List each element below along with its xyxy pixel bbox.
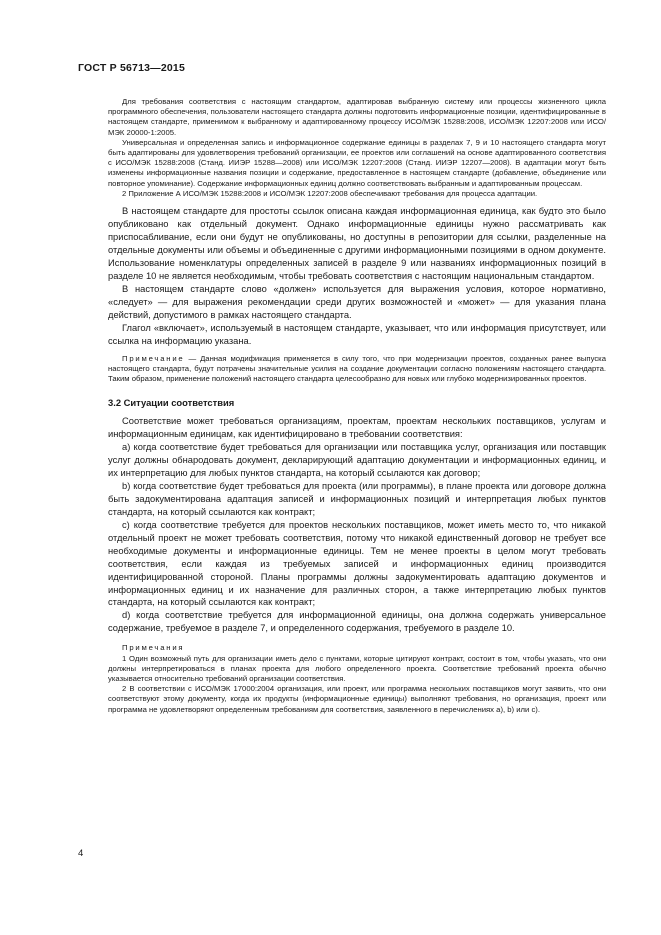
list-item: b) когда соответствие будет требоваться для проекта (или программы), в плане проекта или договоре должна быть задокументирована адаптация записей и информационных позиций и интерпретация любых пунктов стандарта, на который ссылаются как контракт;: [108, 480, 606, 517]
top-note-paragraph: Универсальная и определенная запись и информационное содержание единицы в разделах 7, 9 и 10 настоящего стандарта могут быть адаптированы для удовлетворения требований организации, ее проектов или соглашений на основе адаптированного соответствия с ИСО/МЭК 15288:2008 (Станд. ИИЭР 15288—2008) или ИСО/МЭК 12207:2008 (Станд. ИИЭР 12207—2008). В адаптации могут быть изменены информационные названия позиции и содержание, предоставленное в настоящем стандарте (добавление, объединение или повторное упоминание). Содержание информационных единиц должно соответствовать выбранным и адаптированным процессам.: [108, 137, 606, 188]
document-header: ГОСТ Р 56713—2015: [78, 62, 186, 74]
list-item: c) когда соответствие требуется для проектов нескольких поставщиков, может иметь место то, что никакой отдельный проект не может требовать соответствия, потому что никакой единственный договор не требует все необходимые документы и информационные единицы. Тем не менее проекты в целом могут требовать соответствия, если каждая из требуемых записей и информационных единиц производится идентифицированной стороной. Планы программы должны задокументировать адаптацию документов и информационных единиц и их назначение для различных сторон, а также интерпретацию любых пунктов стандарта, на который ссылаются как контракт;: [108, 519, 606, 608]
list-item: a) когда соответствие будет требоваться для организации или поставщика услуг, организация или поставщик услуг должны обнародовать документ, декларирующий адаптацию документации и информационных единиц, и их интерпретацию для любых пунктов стандарта, на который ссылаются как договор;: [108, 442, 606, 478]
section-title: 3.2 Ситуации соответствия: [108, 397, 235, 409]
note: [108, 354, 606, 385]
note-item: 2 В соответствии с ИСО/МЭК 17000:2004 организация, или проект, или программа нескольких поставщиков могут заявить, что они соответствуют этому документу, когда их продукты (информационные единицы) выполняют требования, но организация, проект или программа не удовлетворяют определенным требованиям для соответствия, заявленного в перечислениях а), b) или с).: [108, 684, 606, 714]
notes-label: Примечания: [122, 643, 185, 653]
body-paragraph: В настоящем стандарте слово «должен» используется для выражения условия, которое нормативно, «следует» — для выражения рекомендации среди других возможностей и «может» — для указания плана действий, допустимого в рамках настоящего стандарта.: [108, 283, 606, 320]
body-paragraph: Соответствие может требоваться организациям, проектам, проектам нескольких поставщиков, услугам и информационным единицам, как идентифицировано в требовании соответствия:: [108, 416, 606, 440]
top-note-paragraph: 2 Приложение А ИСО/МЭК 15288:2008 и ИСО/МЭК 12207:2008 обеспечивают требования для процесса адаптации.: [122, 188, 538, 198]
top-notes: [108, 97, 606, 199]
notes-block: [108, 643, 606, 714]
page-content: [108, 97, 606, 715]
note-text: — Данная модификация применяется в силу того, что при модернизации проектов, созданных ранее выпуска настоящего стандарта, будут потрачены значительные усилия на создание документации согласно положениям настоящего стандарта. Таким образом, применение положений настоящего стандарта целесообразно для новых или глубоко модернизированных проектов.: [108, 353, 606, 383]
note-label: Примечание: [122, 353, 185, 363]
body-paragraph: Глагол «включает», используемый в настоящем стандарте, указывает, что или информация присутствует, или ссылка на информацию указана.: [108, 322, 606, 346]
top-note-paragraph: Для требования соответствия с настоящим стандартом, адаптировав выбранную систему или процессы жизненного цикла программного обеспечения, пользователи настоящего стандарта должны подготовить информационные позиции, идентифицированные в настоящем стандарте, применимом к выбранному и адаптированному процессу ИСО/МЭК 15288:2008, ИСО/МЭК 12207:2008 или ИСО/МЭК 20000-1:2005.: [108, 97, 606, 137]
note-item: 1 Один возможный путь для организации иметь дело с пунктами, которые цитируют контракт, состоит в том, чтобы указать, что они должны интерпретироваться в планах проекта для любого определенного проекта. Соответствие требований проекта обычно указывается относительно требований организации соответствия.: [108, 653, 606, 683]
body-paragraph: В настоящем стандарте для простоты ссылок описана каждая информационная единица, как будто это было опубликовано как отдельный документ. Однако информационные единицы нужно рассматривать как приспосабливание, если они будут не опубликованы, но доступны в репозитории для ссылки, разделенные на отдельные документы или объемы и объединенные с другими информационными позициями в одном документе. Использование номенклатуры определенных записей в разделе 9 или названиях информационных позиций в разделе 10 не является необходимым, чтобы требовать соответствия с настоящим национальным стандартом.: [108, 206, 606, 281]
page-number: 4: [78, 848, 84, 859]
list-item: d) когда соответствие требуется для информационной единицы, она должна содержать универсальное содержание, требуемое в разделе 7, и определенного содержания, требуемого в разделе 10.: [108, 610, 606, 634]
